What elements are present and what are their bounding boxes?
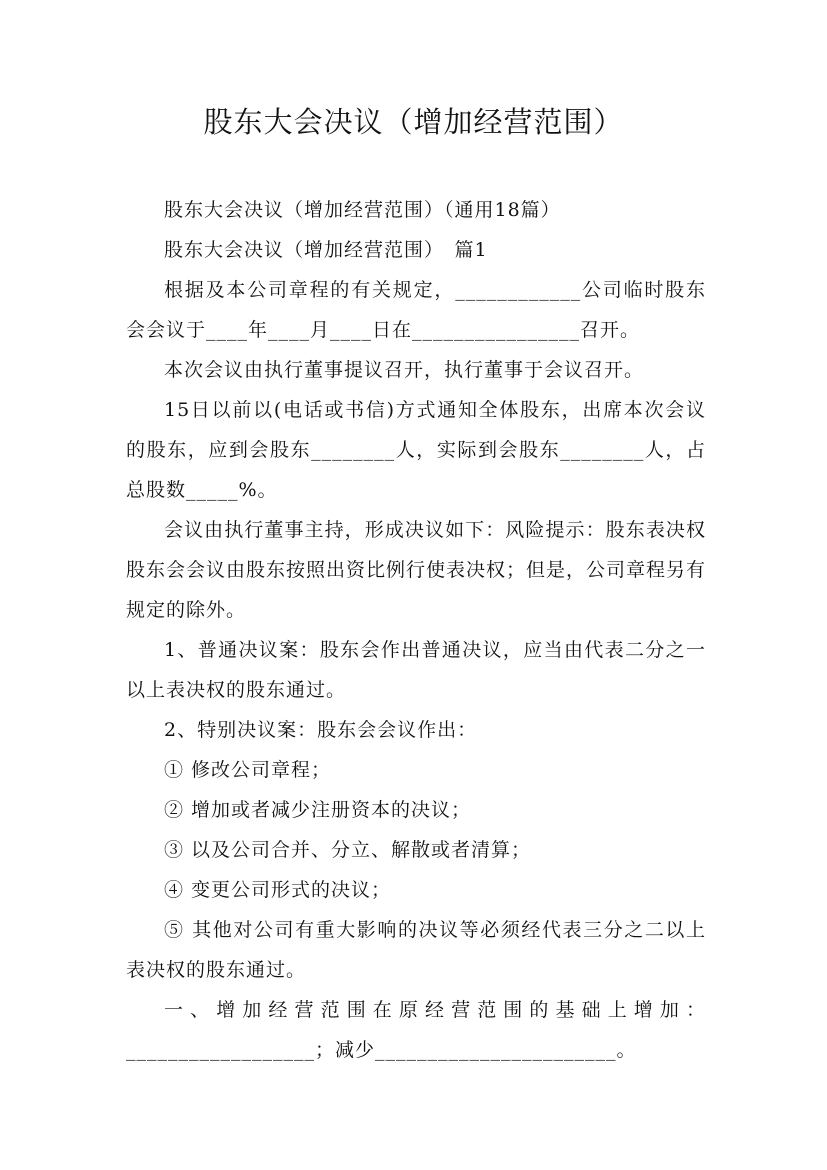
paragraph-attendance: 15日以前以(电话或书信)方式通知全体股东，出席本次会议的股东，应到会股东________人，实际到会股东________人，占总股数_____%。: [126, 399, 706, 501]
list-item: ⑤ 其他对公司有重大影响的决议等必须经代表三分之二以上表决权的股东通过。: [126, 919, 706, 981]
paragraph-special-resolution: 2、特别决议案：股东会会议作出：: [164, 719, 478, 741]
paragraph-meeting-notice: 根据及本公司章程的有关规定，____________公司临时股东会会议于____年____月____日在________________召开。: [126, 279, 706, 341]
document-title: 股东大会决议（增加经营范围）: [203, 105, 624, 139]
paragraph-resolution-intro: 会议由执行董事主持，形成决议如下：风险提示：股东表决权 股东会会议由股东按照出资比例行使表决权；但是，公司章程另有规定的除外。: [126, 519, 707, 621]
paragraph-business-scope: 一、增加经营范围在原经营范围的基础上增加：__________________；减少_______________________。: [126, 999, 706, 1061]
list-item: ① 修改公司章程；: [164, 759, 332, 781]
paragraph-section-heading: 股东大会决议（增加经营范围） 篇1: [164, 239, 488, 261]
list-item: ② 增加或者减少注册资本的决议；: [164, 799, 472, 821]
paragraph-convener: 本次会议由执行董事提议召开，执行董事于会议召开。: [164, 359, 645, 381]
paragraph-subtitle: 股东大会决议（增加经营范围）（通用18篇）: [164, 199, 561, 221]
document-body: [126, 190, 706, 1070]
list-item: ④ 变更公司形式的决议；: [164, 879, 392, 901]
paragraph-ordinary-resolution: 1、普通决议案：股东会作出普通决议，应当由代表二分之一以上表决权的股东通过。: [126, 639, 706, 701]
list-item: ③ 以及公司合并、分立、解散或者清算；: [164, 839, 532, 861]
